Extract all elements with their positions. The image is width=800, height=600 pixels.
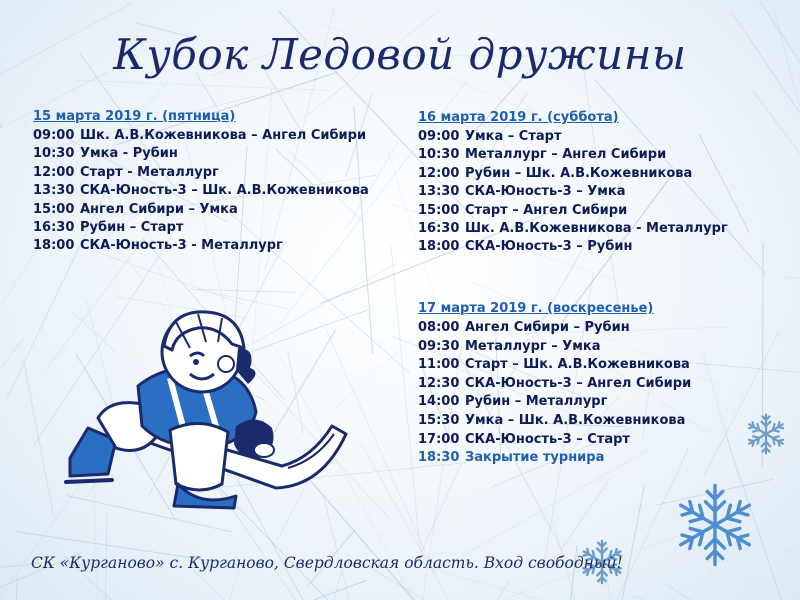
game-match: Старт - Металлург <box>80 164 219 180</box>
game-match: СКА-Юность-3 - Металлург <box>80 238 283 254</box>
game-match: Металлург – Ангел Сибири <box>465 147 667 163</box>
game-row <box>33 182 369 200</box>
schedule-day-2 <box>418 110 728 257</box>
game-match: Шк. А.В.Кожевникова - Металлург <box>465 221 728 237</box>
ice-scratch <box>753 91 800 182</box>
game-row <box>33 127 369 145</box>
game-row <box>33 201 369 219</box>
game-time: 18:00 <box>33 238 75 254</box>
schedule-day-3 <box>418 301 691 468</box>
game-match: Шк. А.В.Кожевникова – Ангел Сибири <box>80 128 367 143</box>
closing-row <box>418 449 691 468</box>
game-match: Умка - Рубин <box>80 146 178 162</box>
game-row <box>418 220 728 238</box>
game-match: Рубин – Металлург <box>465 394 608 410</box>
game-time: 15:00 <box>418 202 460 218</box>
game-time: 16:30 <box>418 221 460 237</box>
game-time: 13:30 <box>418 184 460 200</box>
game-time: 17:00 <box>418 431 460 447</box>
ice-scratch <box>14 576 17 600</box>
game-time: 18:30 <box>418 450 460 466</box>
game-list <box>418 128 728 257</box>
ice-scratch <box>736 575 800 600</box>
game-row <box>33 237 369 255</box>
game-time: 08:00 <box>418 320 460 335</box>
game-list <box>33 127 369 256</box>
game-match: Умка – Старт <box>465 129 562 144</box>
game-row <box>33 164 369 182</box>
game-time: 09:00 <box>418 129 460 144</box>
game-row <box>33 219 369 237</box>
game-time: 10:30 <box>418 147 460 163</box>
game-match: Рубин – Старт <box>80 220 184 236</box>
ice-scratch <box>630 595 800 600</box>
game-time: 14:00 <box>418 394 460 410</box>
game-match: Старт – Ангел Сибири <box>465 202 628 218</box>
game-time: 11:00 <box>418 357 460 373</box>
closing-label: Закрытие турнира <box>465 450 605 466</box>
hockey-player-mascot <box>50 308 350 513</box>
game-list <box>418 319 691 468</box>
game-match: Рубин – Шк. А.В.Кожевникова <box>465 165 693 181</box>
game-time: 13:30 <box>33 183 75 199</box>
game-time: 15:00 <box>33 201 75 217</box>
game-time: 12:00 <box>33 164 75 180</box>
game-row <box>418 183 728 201</box>
game-match: Металлург – Умка <box>465 338 601 354</box>
ice-scratch <box>783 549 800 600</box>
page-title: Кубок Ледовой дружины <box>113 30 687 79</box>
game-match: Умка – Шк. А.В.Кожевникова <box>465 412 686 428</box>
game-match: СКА-Юность-3 – Рубин <box>465 239 633 255</box>
ice-scratch <box>0 247 38 439</box>
game-time: 18:00 <box>418 239 460 255</box>
game-time: 10:30 <box>33 146 75 162</box>
ice-scratch <box>271 571 342 600</box>
ice-scratch <box>210 569 239 600</box>
day-header: 17 марта 2019 г. (воскресенье) <box>418 301 654 316</box>
footer-venue-text: СК «Курганово» с. Курганово, Свердловская область. Вход свободный! <box>31 554 623 572</box>
ice-scratch <box>0 122 2 207</box>
ice-scratch <box>24 360 54 515</box>
game-row <box>418 319 691 338</box>
ice-scratch <box>198 290 288 309</box>
game-match: Ангел Сибири – Рубин <box>465 320 630 335</box>
game-time: 12:30 <box>418 375 460 391</box>
ice-scratch <box>666 585 744 600</box>
ice-scratch <box>785 277 800 295</box>
game-row <box>418 393 691 412</box>
ice-scratch <box>351 580 510 600</box>
game-row <box>418 128 728 146</box>
game-match: Ангел Сибири – Умка <box>80 201 238 217</box>
snowflake-icon <box>744 412 788 456</box>
game-row <box>418 338 691 357</box>
game-row <box>418 165 728 183</box>
game-row <box>418 412 691 431</box>
game-row <box>418 146 728 164</box>
game-time: 12:00 <box>418 165 460 181</box>
game-match: СКА-Юность-3 – Умка <box>465 184 626 200</box>
game-match: СКА-Юность-3 – Старт <box>465 431 630 447</box>
game-row <box>33 145 369 163</box>
ice-scratch <box>75 80 329 90</box>
game-row <box>418 238 728 256</box>
schedule-day-1 <box>33 109 369 256</box>
game-row <box>418 375 691 394</box>
snowflake-icon <box>672 482 758 568</box>
ice-scratch <box>0 58 4 343</box>
game-time: 15:30 <box>418 412 460 428</box>
ice-scratch <box>417 462 462 561</box>
game-time: 09:30 <box>418 338 460 354</box>
game-match: СКА-Юность-3 – Ангел Сибири <box>465 375 692 391</box>
ice-scratch <box>0 338 24 530</box>
game-row <box>418 202 728 220</box>
game-row <box>418 356 691 375</box>
game-match: СКА-Юность-3 – Шк. А.В.Кожевникова <box>80 183 369 199</box>
game-time: 09:00 <box>33 128 75 143</box>
game-time: 16:30 <box>33 220 75 236</box>
day-header: 15 марта 2019 г. (пятница) <box>33 109 236 124</box>
game-row <box>418 431 691 450</box>
day-header: 16 марта 2019 г. (суббота) <box>418 110 619 125</box>
ice-scratch <box>192 569 373 600</box>
ice-scratch <box>709 569 800 600</box>
game-match: Старт – Шк. А.В.Кожевникова <box>465 357 690 373</box>
